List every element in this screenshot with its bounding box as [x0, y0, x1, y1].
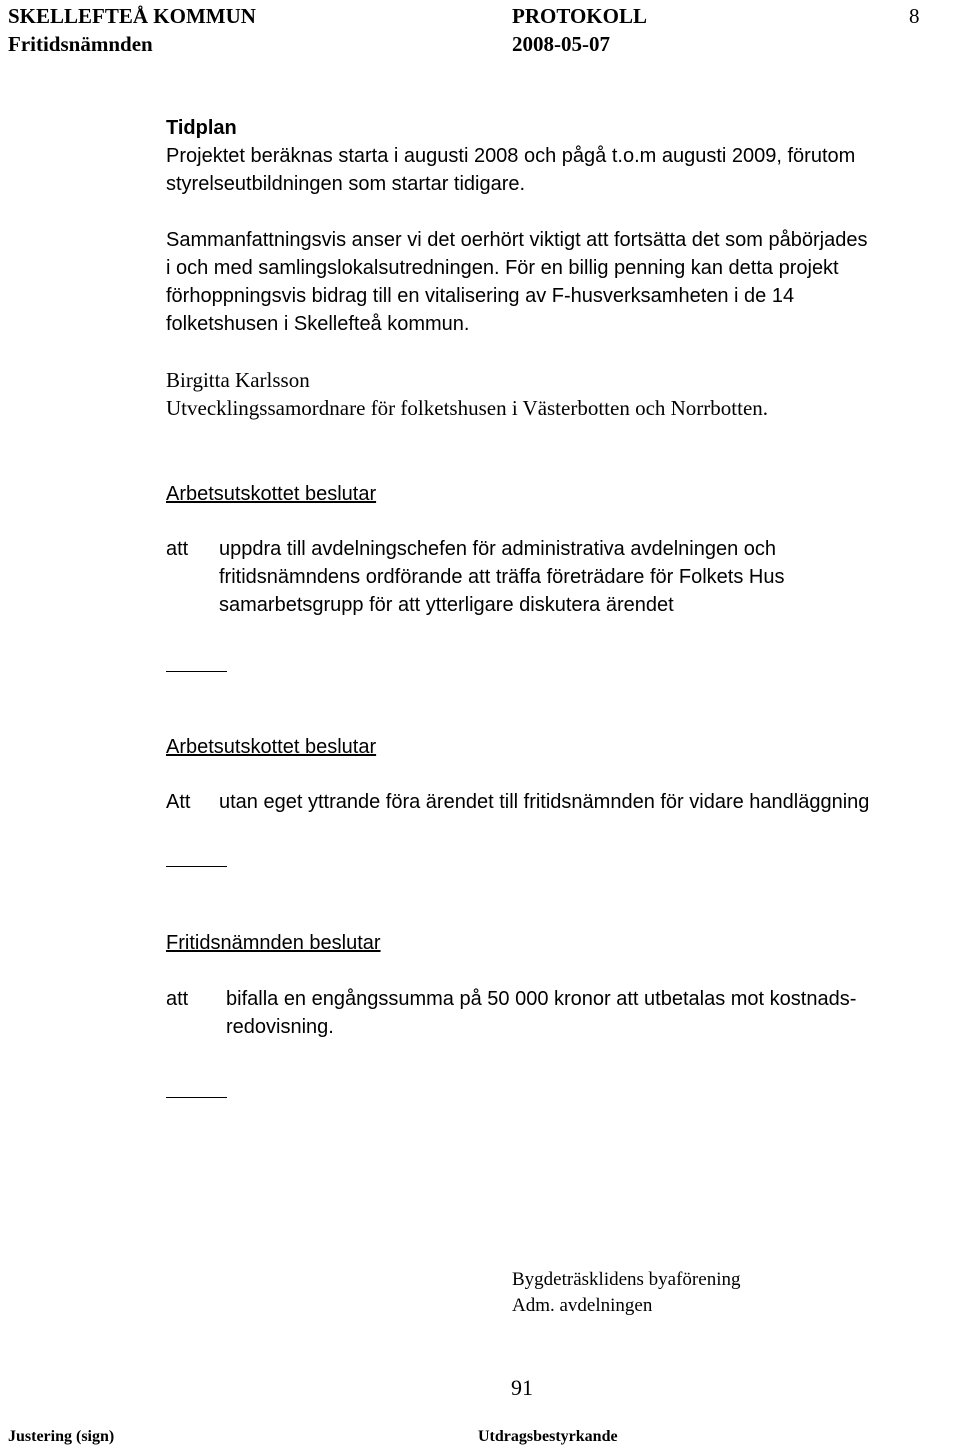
decision3-text — [226, 985, 856, 1041]
decision1-line: fritidsnämndens ordförande att träffa företrädare för Folkets Hus — [219, 566, 785, 588]
decision2-label: Att — [166, 791, 191, 813]
summary-line: förhoppningsvis bidrag till en vitalisering av F-husverksamheten i de 14 — [166, 285, 795, 307]
decision2-heading: Arbetsutskottet beslutar — [166, 736, 377, 758]
summary-line: folketshusen i Skellefteå kommun. — [166, 313, 470, 335]
signature-block — [166, 366, 946, 422]
header-committee: Fritidsnämnden — [8, 32, 153, 56]
header-doc-type: PROTOKOLL — [512, 4, 647, 28]
decision3-label: att — [166, 988, 189, 1010]
tidplan-line: styrelseutbildningen som startar tidigare. — [166, 173, 526, 195]
decision1-label: att — [166, 538, 189, 560]
signature-title: Utvecklingssamordnare för folketshusen i Västerbotten och Norrbotten. — [166, 396, 769, 420]
signature-name: Birgitta Karlsson — [166, 368, 310, 392]
decision1-heading: Arbetsutskottet beslutar — [166, 483, 377, 505]
header-org: SKELLEFTEÅ KOMMUN — [8, 4, 256, 28]
footer-utdragsbestyrkande: Utdragsbestyrkande — [478, 1428, 618, 1445]
summary-line: Sammanfattningsvis anser vi det oerhört viktigt att fortsätta det som påbörjades — [166, 229, 868, 251]
section-divider — [166, 671, 227, 672]
summary-line: i och med samlingslokalsutredningen. För en billig penning kan detta projekt — [166, 257, 839, 279]
decision3-line: redovisning. — [226, 1016, 334, 1038]
distribution-item: Adm. avdelningen — [512, 1295, 653, 1316]
decision3-heading: Fritidsnämnden beslutar — [166, 932, 381, 954]
header-date: 2008-05-07 — [512, 32, 610, 56]
section-divider — [166, 866, 227, 867]
tidplan-section — [166, 114, 946, 198]
footer-justering: Justering (sign) — [8, 1428, 115, 1445]
decision3-line: bifalla en engångssumma på 50 000 kronor att utbetalas mot kostnads- — [226, 988, 857, 1010]
distribution-item: Bygdeträsklidens byaförening — [512, 1269, 741, 1290]
decision1-text — [219, 535, 784, 619]
page-number: 91 — [511, 1375, 533, 1400]
tidplan-heading: Tidplan — [166, 117, 237, 139]
distribution-list — [512, 1267, 740, 1319]
decision1-line: samarbetsgrupp för att ytterligare diskutera ärendet — [219, 594, 674, 616]
summary-section — [166, 226, 946, 338]
section-divider — [166, 1097, 227, 1098]
decision2-text — [219, 788, 869, 816]
tidplan-line: Projektet beräknas starta i augusti 2008 och pågå t.o.m augusti 2009, förutom — [166, 145, 856, 167]
header-page: 8 — [909, 4, 920, 28]
decision1-line: uppdra till avdelningschefen för administrativa avdelningen och — [219, 538, 777, 560]
decision2-line: utan eget yttrande föra ärendet till fritidsnämnden för vidare handläggning — [219, 791, 870, 813]
